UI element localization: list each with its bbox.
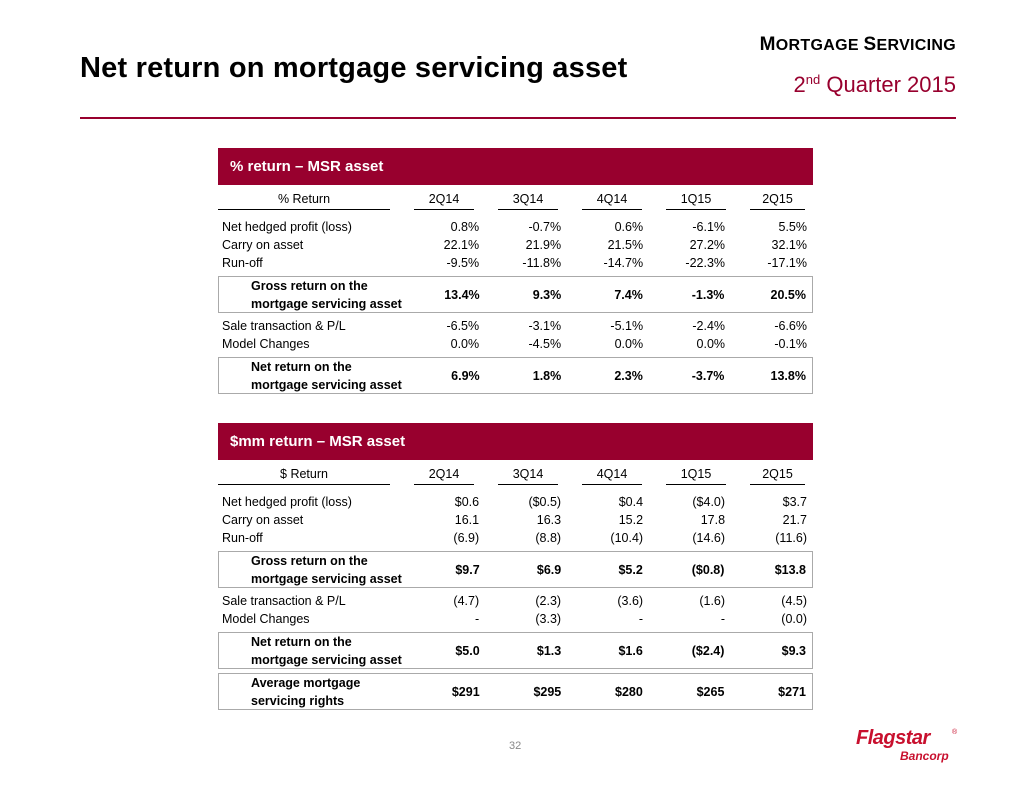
row-label: Run-off	[222, 256, 263, 270]
row-label: Sale transaction & P/L	[222, 319, 346, 333]
row-value: $295	[533, 684, 562, 699]
logo-registered-mark: ®	[952, 729, 958, 736]
row-value: (4.5)	[781, 594, 807, 608]
row-value: -1.3%	[691, 287, 725, 302]
row-value: -6.6%	[774, 319, 807, 333]
row-value: 5.5%	[778, 220, 807, 234]
row-value: ($0.8)	[691, 562, 725, 577]
row-value: 2.3%	[614, 368, 643, 383]
row-label: Model Changes	[222, 337, 310, 351]
row-value: 15.2	[618, 513, 644, 527]
row-value: -22.3%	[685, 256, 726, 270]
table-row	[218, 254, 813, 272]
title-divider	[80, 117, 956, 119]
row-value: -9.5%	[446, 256, 480, 270]
row-value: -11.8%	[522, 256, 562, 270]
logo-subtitle: Bancorp	[900, 749, 949, 763]
page-title: Net return on mortgage servicing asset	[80, 52, 628, 84]
table-row	[218, 493, 813, 511]
row-value: 17.8	[700, 513, 726, 527]
row-value: 1.8%	[532, 368, 562, 383]
header-quarter: 4Q14	[582, 192, 642, 210]
row-label: Average mortgage servicing rights	[251, 675, 361, 708]
header-quarter: 1Q15	[666, 192, 726, 210]
row-value: $0.4	[618, 495, 644, 509]
row-value: 22.1%	[443, 238, 480, 252]
row-value: $3.7	[782, 495, 807, 509]
row-label: Gross return on the mortgage servicing asset	[251, 553, 402, 586]
row-value: 27.2%	[689, 238, 726, 252]
net-return-row	[218, 357, 813, 394]
row-value: 21.7	[782, 513, 807, 527]
row-value: 6.9%	[451, 368, 480, 383]
table-row	[218, 236, 813, 254]
row-value: -3.1%	[528, 319, 562, 333]
quarter-suffix: Quarter 2015	[820, 72, 956, 97]
header-label: $ Return	[218, 467, 390, 485]
row-value: ($4.0)	[692, 495, 726, 509]
table-row	[218, 511, 813, 529]
row-value: -4.5%	[528, 337, 562, 351]
row-value: 13.4%	[444, 287, 480, 302]
row-value: 20.5%	[770, 287, 806, 302]
logo-wordmark: Flagstar	[856, 727, 930, 749]
section-initial-s: S	[863, 34, 877, 55]
row-value: $6.9	[536, 562, 562, 577]
row-label: Model Changes	[222, 612, 310, 626]
row-label: Carry on asset	[222, 238, 304, 252]
row-value: (0.0)	[781, 612, 807, 626]
row-value: ($0.5)	[528, 495, 562, 509]
row-value: $9.7	[455, 562, 480, 577]
row-label: Carry on asset	[222, 513, 304, 527]
row-value: 16.1	[454, 513, 480, 527]
row-value: -3.7%	[691, 368, 725, 383]
row-value: $265	[696, 684, 725, 699]
section-text-1: ORTGAGE	[775, 37, 864, 54]
row-value: $291	[451, 684, 480, 699]
table-row	[218, 610, 813, 628]
row-value: -	[638, 612, 644, 626]
row-value: 0.8%	[450, 220, 480, 234]
section-label	[760, 34, 956, 56]
row-value: 0.0%	[696, 337, 726, 351]
row-value: (3.6)	[617, 594, 644, 608]
header-quarter: 2Q15	[750, 467, 805, 485]
row-value: (10.4)	[610, 531, 644, 545]
row-value: 0.0%	[614, 337, 644, 351]
gross-return-row	[218, 551, 813, 588]
row-value: 16.3	[536, 513, 562, 527]
section-initial-m: M	[759, 34, 776, 55]
pct-return-table	[218, 188, 813, 394]
row-value: 0.6%	[614, 220, 644, 234]
row-label: Run-off	[222, 531, 263, 545]
spacer	[218, 485, 813, 493]
row-value: $5.0	[455, 643, 480, 658]
row-value: -2.4%	[692, 319, 726, 333]
row-value: (6.9)	[453, 531, 480, 545]
spacer	[218, 210, 813, 218]
row-label: Sale transaction & P/L	[222, 594, 346, 608]
row-value: -14.7%	[603, 256, 644, 270]
table-header-row	[218, 188, 813, 210]
header-quarter: 4Q14	[582, 467, 642, 485]
header-quarter: 2Q15	[750, 192, 805, 210]
row-value: $1.6	[618, 643, 643, 658]
row-value: -6.1%	[692, 220, 726, 234]
average-msr-row	[218, 673, 813, 710]
row-value: -0.7%	[528, 220, 562, 234]
row-label: Net return on the mortgage servicing asset	[251, 634, 402, 667]
row-value: (2.3)	[535, 594, 562, 608]
net-return-row	[218, 632, 813, 669]
row-value: $9.3	[781, 643, 806, 658]
row-value: $1.3	[536, 643, 562, 658]
table-row	[218, 317, 813, 335]
row-value: 21.9%	[525, 238, 562, 252]
dollar-return-banner: $mm return – MSR asset	[218, 423, 813, 460]
header-quarter: 1Q15	[666, 467, 726, 485]
row-label: Gross return on the mortgage servicing asset	[251, 278, 402, 311]
row-value: 32.1%	[771, 238, 807, 252]
page-number: 32	[509, 740, 522, 752]
header-quarter: 2Q14	[414, 467, 474, 485]
row-value: (14.6)	[692, 531, 726, 545]
row-value: $5.2	[618, 562, 643, 577]
row-value: ($2.4)	[691, 643, 725, 658]
row-value: -5.1%	[610, 319, 644, 333]
pct-return-banner: % return – MSR asset	[218, 148, 813, 185]
row-value: $13.8	[774, 562, 806, 577]
row-value: $271	[778, 684, 806, 699]
row-value: 9.3%	[532, 287, 562, 302]
row-value: 21.5%	[607, 238, 644, 252]
quarter-sup: nd	[805, 72, 821, 87]
table-row	[218, 592, 813, 610]
gross-return-row	[218, 276, 813, 313]
row-value: $0.6	[454, 495, 480, 509]
row-value: 0.0%	[450, 337, 480, 351]
header-quarter: 3Q14	[498, 192, 558, 210]
section-text-2: ERVICING	[876, 37, 956, 54]
row-value: -0.1%	[774, 337, 807, 351]
row-value: (11.6)	[775, 531, 807, 545]
row-value: 13.8%	[770, 368, 806, 383]
row-value: -	[720, 612, 726, 626]
header-quarter: 3Q14	[498, 467, 558, 485]
row-label: Net hedged profit (loss)	[222, 495, 352, 509]
row-value: -	[474, 612, 480, 626]
row-value: 7.4%	[614, 287, 643, 302]
row-value: (4.7)	[453, 594, 480, 608]
table-row	[218, 529, 813, 547]
row-value: -6.5%	[446, 319, 480, 333]
header-label: % Return	[218, 192, 390, 210]
header-quarter: 2Q14	[414, 192, 474, 210]
row-value: (8.8)	[535, 531, 562, 545]
row-value: $280	[615, 684, 643, 699]
flagstar-logo	[856, 727, 960, 765]
quarter-prefix: 2	[793, 72, 806, 97]
quarter-label	[794, 72, 956, 98]
dollar-return-table	[218, 463, 813, 710]
row-label: Net return on the mortgage servicing asset	[251, 359, 402, 392]
table-row	[218, 335, 813, 353]
table-row	[218, 218, 813, 236]
table-header-row	[218, 463, 813, 485]
row-label: Net hedged profit (loss)	[222, 220, 352, 234]
row-value: -17.1%	[767, 256, 807, 270]
row-value: (3.3)	[535, 612, 562, 626]
row-value: (1.6)	[699, 594, 726, 608]
